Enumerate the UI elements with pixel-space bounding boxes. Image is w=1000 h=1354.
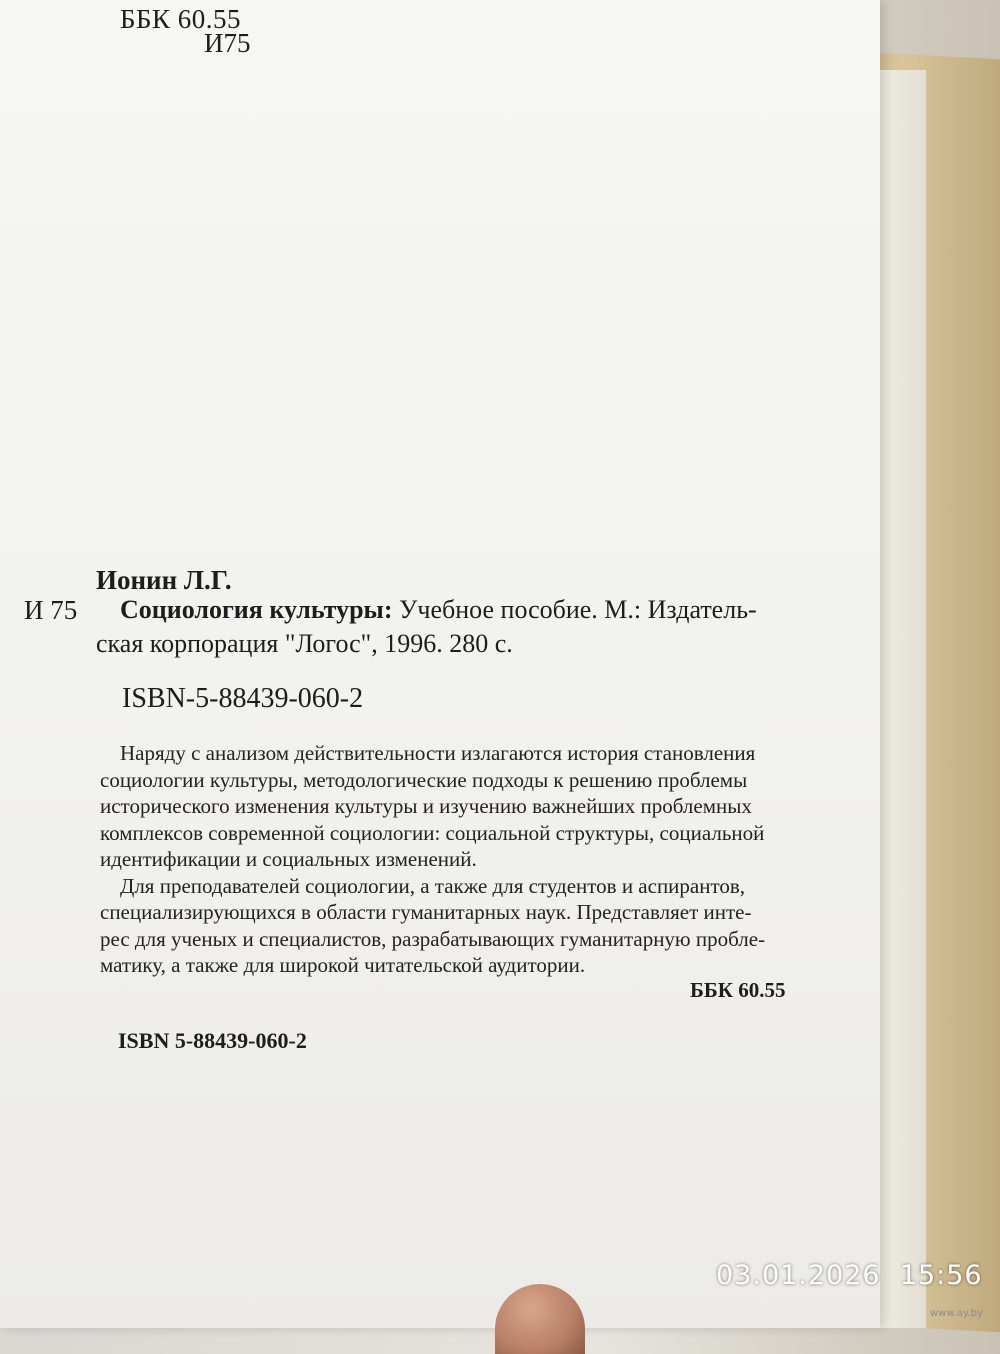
- abstract-line: Наряду с анализом действительности излагаются история становления: [120, 741, 756, 765]
- abstract-line: исторического изменения культуры и изучению важнейших проблемных: [100, 794, 752, 818]
- abstract-line: социологии культуры, методологические подходы к решению проблемы: [100, 767, 748, 792]
- abstract: [100, 740, 820, 979]
- author-mark-top: И75: [204, 28, 251, 58]
- isbn-main: ISBN-5-88439-060-2: [122, 683, 364, 714]
- bbk-code-top: ББК 60.55: [120, 4, 242, 34]
- book-title: Социология культуры:: [120, 595, 393, 624]
- photo-date: 03.01.2026: [716, 1260, 881, 1291]
- author-name: Ионин Л.Г.: [96, 565, 232, 595]
- photo-time: 15:56: [899, 1260, 983, 1291]
- abstract-line: идентификации и социальных изменений.: [100, 847, 477, 871]
- bbk-code-bottom: ББК 60.55: [690, 978, 786, 1002]
- abstract-line: рес для ученых и специалистов, разрабатывающих гуманитарную пробле-: [100, 926, 766, 951]
- abstract-line: специализирующихся в области гуманитарных наук. Представляет инте-: [100, 900, 752, 924]
- title-line: [120, 595, 757, 625]
- watermark: www.ay.by: [930, 1308, 983, 1319]
- photo-timestamp: [716, 1260, 983, 1291]
- abstract-line: Для преподавателей социологии, а также для студентов и аспирантов,: [120, 873, 746, 898]
- publisher-line: ская корпорация "Логос", 1996. 280 с.: [96, 629, 513, 658]
- abstract-line: матику, а также для широкой читательской аудитории.: [100, 953, 586, 977]
- title-description: Учебное пособие. М.: Издатель-: [399, 595, 757, 624]
- abstract-line: комплексов современной социологии: социальной структуры, социальной: [100, 820, 765, 845]
- isbn-bottom: ISBN 5-88439-060-2: [118, 1028, 307, 1053]
- author-mark: И 75: [24, 595, 78, 625]
